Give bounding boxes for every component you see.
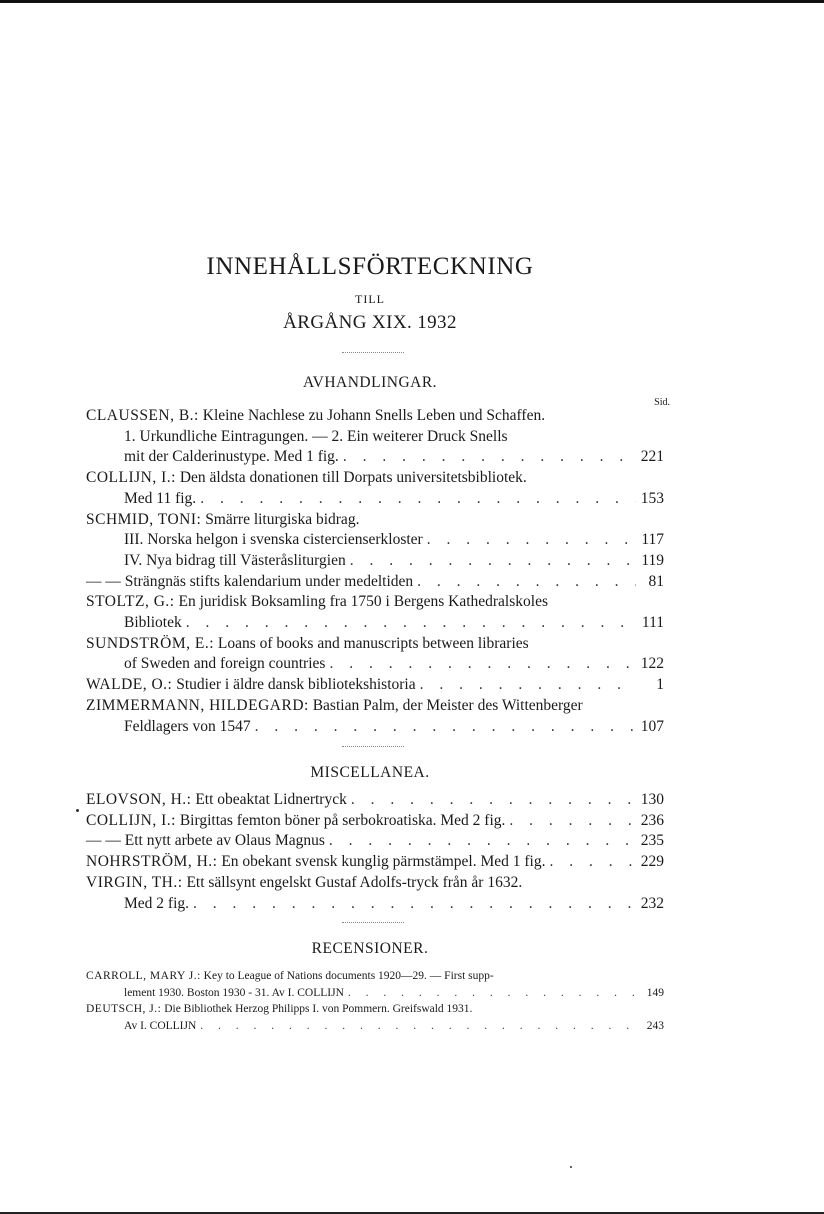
entry-title-line: Ett obeaktat Lidnertryck <box>195 791 347 808</box>
entry-title-line: Av I. COLLIJN <box>124 1019 197 1032</box>
entry-author: COLLIJN, I.: <box>86 469 176 487</box>
toc-entry <box>86 468 664 509</box>
dot-leader <box>420 675 636 696</box>
entry-title-line: Bibliotek <box>124 614 182 632</box>
entry-page-number: 107 <box>640 717 664 735</box>
toc-entry <box>86 1001 664 1034</box>
section-heading-avhandlingar: AVHANDLINGAR. <box>302 374 438 391</box>
entry-title-line: Bastian Palm, der Meister des Wittenberger <box>312 696 583 714</box>
dot-leader <box>193 894 636 915</box>
entry-title-line: III. Norska helgon i svenska cistercienserkloster <box>124 531 423 549</box>
entry-title-line: mit der Calderinustype. Med 1 fig. <box>124 448 339 466</box>
toc-entry <box>86 572 664 593</box>
entry-author: CARROLL, MARY J.: <box>86 970 201 982</box>
entry-page-number: 221 <box>640 448 664 466</box>
toc-entry <box>86 530 664 551</box>
dot-leader <box>549 852 636 873</box>
dot-leader <box>417 572 636 593</box>
section-heading-recensioner: RECENSIONER. <box>311 940 429 957</box>
entry-title-line: lement 1930. Boston 1930 - 31. Av I. COLLIJN <box>124 986 344 999</box>
divider <box>342 746 404 747</box>
toc-entry <box>86 831 664 852</box>
entry-title-line: Key to League of Nations documents 1920—29. — First supp- <box>203 970 494 982</box>
toc-entry <box>86 551 664 572</box>
entry-title-line: En obekant svensk kunglig pärmstämpel. Med 1 fig. <box>221 853 546 871</box>
dot-leader <box>329 654 636 675</box>
dot-leader <box>329 831 636 852</box>
toc-entry <box>86 790 664 811</box>
toc-entry <box>86 968 664 1001</box>
entry-title-line: Smärre liturgiska bidrag. <box>205 510 360 528</box>
entry-title-line: Med 11 fig. <box>124 489 197 507</box>
divider <box>342 352 404 353</box>
entry-title-line: — — Strängnäs stifts kalendarium under medeltiden <box>86 572 414 590</box>
toc-avhandlingar <box>86 406 664 737</box>
entry-author: SUNDSTRÖM, E.: <box>86 634 215 652</box>
entry-title-line: Den äldsta donationen till Dorpats universitetsbibliotek. <box>179 469 527 487</box>
volume-year: ÅRGÅNG XIX. 1932 <box>283 312 457 333</box>
entry-title-line: Kleine Nachlese zu Johann Snells Leben und Schaffen. <box>202 407 546 424</box>
entry-author: ZIMMERMANN, HILDEGARD: <box>86 696 309 714</box>
toc-entry <box>86 811 664 832</box>
entry-page-number: 81 <box>648 572 664 590</box>
toc-miscellanea <box>86 790 664 914</box>
page-title: INNEHÅLLSFÖRTECKNING <box>206 253 534 280</box>
entry-title-line: Feldlagers von 1547 <box>124 717 251 735</box>
entry-author: COLLIJN, I.: <box>86 811 176 829</box>
entry-author: NOHRSTRÖM, H.: <box>86 853 218 871</box>
ink-speck <box>76 809 79 812</box>
entry-title-line: Ett sällsynt engelskt Gustaf Adolfs-tryck från år 1632. <box>186 873 523 891</box>
entry-title-line: Die Bibliothek Herzog Philipps I. von Pommern. Greifswald 1931. <box>164 1003 473 1015</box>
dot-leader <box>350 551 636 572</box>
toc-recensioner <box>86 968 664 1034</box>
toc-entry <box>86 696 664 737</box>
entry-author: DEUTSCH, J.: <box>86 1003 162 1015</box>
entry-title-line: of Sweden and foreign countries <box>124 655 326 673</box>
entry-page-number: 117 <box>641 531 664 549</box>
toc-entry <box>86 873 664 914</box>
page-column-label: Sid. <box>654 397 670 408</box>
entry-title-line: — — Ett nytt arbete av Olaus Magnus <box>86 832 325 850</box>
entry-title-line: IV. Nya bidrag till Västeråsliturgien <box>124 551 346 569</box>
entry-author: CLAUSSEN, B.: <box>86 407 199 424</box>
entry-title-line: Studier i äldre dansk bibliotekshistoria <box>176 676 416 694</box>
dot-leader <box>509 811 636 832</box>
entry-page-number: 111 <box>641 614 664 632</box>
entry-page-number: 153 <box>640 489 664 507</box>
entry-page-number: 235 <box>640 832 664 850</box>
entry-title-line: Birgittas femton böner på serbokroatiska. Med 2 fig. <box>179 811 506 829</box>
page-subtitle-till: TILL <box>355 292 385 306</box>
entry-page-number: 149 <box>646 986 664 999</box>
toc-entry <box>86 675 664 696</box>
entry-page-number: 243 <box>646 1019 664 1032</box>
toc-entry <box>86 852 664 873</box>
toc-entry <box>86 634 664 675</box>
toc-entry <box>86 510 664 531</box>
entry-page-number: 122 <box>640 655 664 673</box>
dot-leader <box>351 790 636 811</box>
dot-leader <box>200 489 636 510</box>
entry-title-line: Med 2 fig. <box>124 894 190 912</box>
entry-page-number: 232 <box>640 894 664 912</box>
dot-leader <box>343 447 636 468</box>
entry-page-number: 119 <box>641 551 664 569</box>
toc-entry <box>86 406 664 468</box>
entry-page-number: 229 <box>640 853 664 871</box>
ink-speck <box>570 1166 572 1168</box>
entry-author: VIRGIN, TH.: <box>86 873 183 891</box>
entry-page-number: 1 <box>656 676 664 694</box>
dot-leader <box>200 1018 636 1035</box>
entry-author: STOLTZ, G.: <box>86 593 175 611</box>
dot-leader <box>427 530 636 551</box>
section-heading-miscellanea: MISCELLANEA. <box>310 764 430 781</box>
dot-leader <box>348 985 636 1002</box>
entry-page-number: 236 <box>640 811 664 829</box>
entry-author: WALDE, O.: <box>86 676 173 694</box>
entry-author: SCHMID, TONI: <box>86 510 202 528</box>
toc-entry <box>86 592 664 633</box>
entry-title-line: En juridisk Boksamling fra 1750 i Bergens Kathedralskoles <box>178 593 548 611</box>
entry-title-line: 1. Urkundliche Eintragungen. — 2. Ein weiterer Druck Snells <box>124 427 508 445</box>
divider <box>342 922 404 923</box>
entry-page-number: 130 <box>640 791 664 808</box>
dot-leader <box>186 613 636 634</box>
dot-leader <box>255 717 636 738</box>
entry-title-line: Loans of books and manuscripts between libraries <box>217 634 529 652</box>
entry-author: ELOVSON, H.: <box>86 791 192 808</box>
